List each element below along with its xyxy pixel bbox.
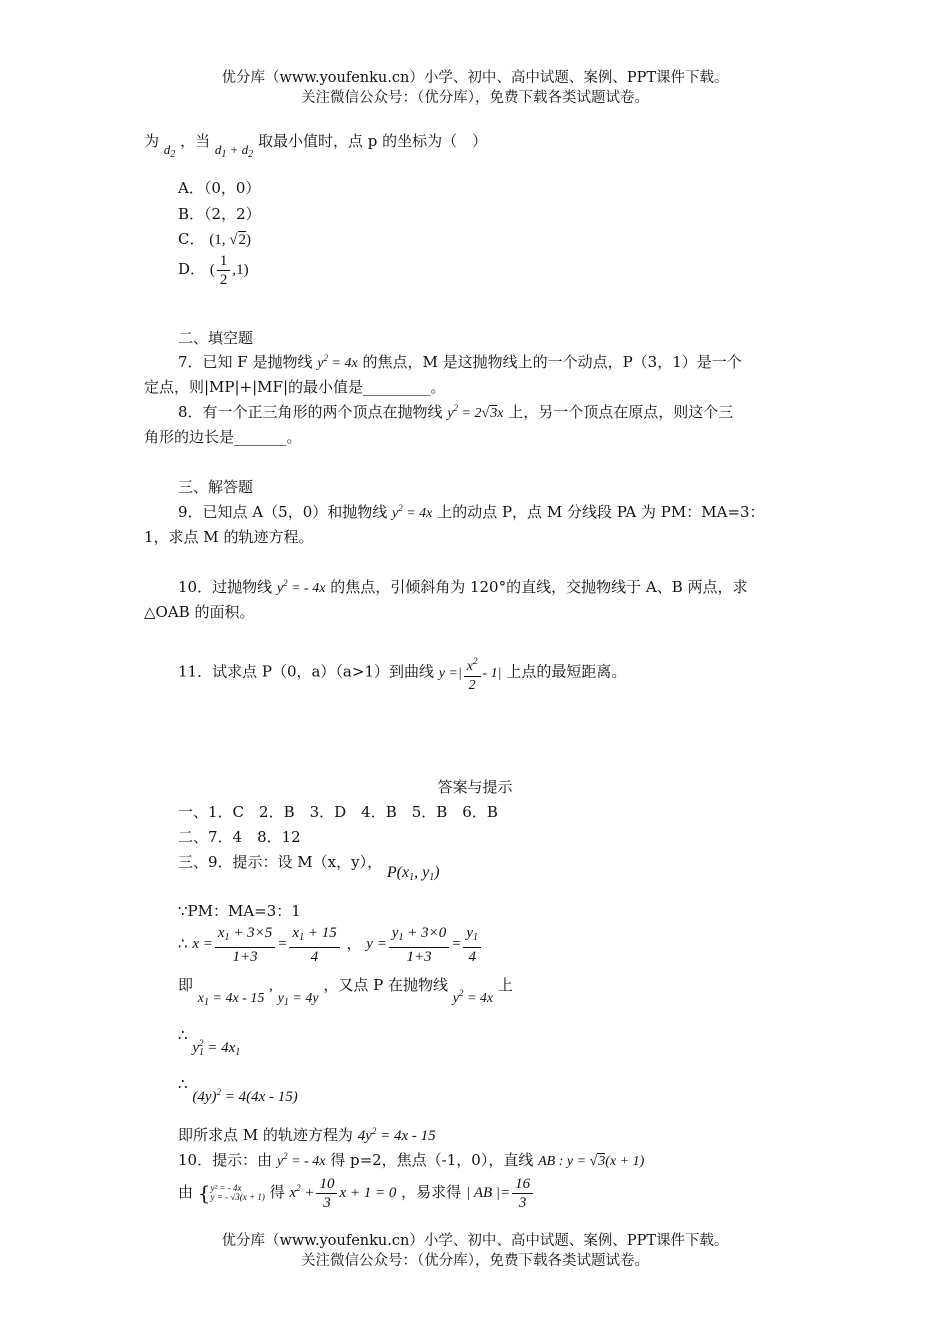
footer-line-1: 优分库（www.youfenku.cn）小学、初中、高中试题、案例、PPT课件下载。: [221, 1233, 729, 1249]
q6-text-3: 取最小值时，点 p 的坐标为（ ）: [257, 132, 488, 150]
q8-line-2: 角形的边长是_______。: [144, 428, 302, 446]
answers-math-p: $P(x_1$, $y_1$): [386, 864, 440, 883]
q9-line-2: 1，求点 M 的轨迹方程。: [144, 528, 314, 546]
q7-line-1: [178, 351, 742, 372]
answers-therefore-3: [178, 1075, 298, 1105]
q11-text-2: 上点的最短距离。: [506, 662, 627, 681]
q6-math-d1-plus-d2: $d_1 + d_2$: [214, 142, 254, 160]
answers-therefore-2: [178, 1026, 241, 1058]
answers-line-3-text: 三、9．提示：设 M（x，y），: [178, 853, 383, 871]
answers-math-y: y = $\frac{y_1 + 3\times 0}{1+3}$ = $\frac{y_1}{4}$: [366, 936, 483, 952]
answers-shang: 上: [497, 976, 513, 994]
answers-math-x1: $x_1 = 4x - 15$: [197, 991, 265, 1008]
footer-line-2: 关注微信公众号：（优分库），免费下载各类试题试卷。: [301, 1253, 649, 1269]
answers-result-prefix: 即所求点 M 的轨迹方程为: [178, 1126, 353, 1144]
q9-math-parabola: $y^2 = 4x$: [392, 503, 433, 521]
answers-q10-line-2: [178, 1175, 535, 1212]
answers-math-x: x = $\frac{x_1 + 3\times 5}{1+3}$ = $\frac{x_1 + 15}{4}$: [192, 936, 341, 952]
q10-math-parabola: $y^2$ = - 4x: [276, 578, 326, 596]
answers-q10-math-ab: | AB |= $\frac{16}{3}$: [466, 1185, 535, 1201]
answers-q10-easy: ，易求得: [401, 1182, 462, 1201]
answers-q10-text-2: 得 p=2，焦点（-1，0），直线: [330, 1151, 534, 1169]
answers-q10-line-1: [178, 1149, 644, 1170]
answers-q10-math-parabola: $y^2$ = - 4x: [276, 1151, 326, 1169]
q7-text-2: 的焦点，M 是这抛物线上的一个动点，P（3，1）是一个: [362, 353, 742, 371]
answers-ji: 即: [178, 976, 194, 994]
q6-text-1: 为: [144, 132, 160, 150]
answers-q10-text-1: 10．提示：由: [178, 1151, 273, 1169]
q10-line-2: △OAB 的面积。: [144, 603, 255, 621]
q6-option-d-math: ( $\frac{1}{2}$ ,1): [209, 253, 249, 288]
answers-q10-math-quadratic: $x^2$ + $\frac{10}{3}$ x + 1 = 0: [289, 1176, 397, 1211]
answers-line-2: 二、7．4 8．12: [178, 828, 301, 846]
q9-text-1: 9．已知点 A（5，0）和抛物线: [178, 503, 388, 521]
answers-math-substituted: $(4y)^2 = 4(4x - 15)$: [192, 1087, 298, 1105]
answers-title: 答案与提示: [437, 778, 513, 796]
header-line-2: 关注微信公众号：（优分库），免费下载各类试题试卷。: [301, 90, 649, 106]
q6-option-d-label: D．: [178, 259, 206, 278]
section-2-title: 二、填空题: [178, 329, 254, 347]
q6-stem: [144, 130, 487, 160]
answers-ji-line: 即 $x_1 = 4x - 15$ , $y_1 = 4y$ ，又点 P 在抛物线 $y^2 = 4x$ 上: [178, 976, 513, 1008]
q8-text-1: 8．有一个正三角形的两个顶点在抛物线: [178, 403, 443, 421]
answers-line-1: 一、1．C 2．B 3．D 4．B 5．B 6．B: [178, 803, 498, 821]
section-3-title: 三、解答题: [178, 478, 254, 496]
q11-math-curve: y =| $\frac{x^2}{2}$ - 1|: [439, 666, 502, 681]
answers-also-text: ，又点 P 在抛物线: [323, 976, 448, 994]
q7-math-parabola: $y^2 = 4x$: [317, 353, 358, 371]
answers-because: ∵PM：MA=3：1: [178, 902, 301, 920]
answers-comma: ，: [346, 934, 362, 953]
answers-q10-system: { y² = - 4x y = - √3(x + 1): [197, 1180, 265, 1205]
answers-line-3: [178, 851, 440, 883]
answers-therefore-symbol: ∴: [178, 934, 188, 953]
answers-q10-de: 得: [269, 1182, 285, 1201]
answers-q10-you: 由: [178, 1182, 194, 1201]
q9-line-1: [178, 501, 765, 522]
q6-option-d: [178, 252, 249, 289]
answers-math-result: $4y^2 = 4x - 15$: [357, 1126, 436, 1144]
q6-option-a: A．（0，0）: [178, 179, 261, 197]
q10-line-1: [178, 576, 748, 597]
answers-ratio-calc: [178, 924, 483, 966]
answers-math-y1: $y_1 = 4y$: [277, 991, 319, 1008]
q6-option-b: B．（2，2）: [178, 205, 261, 223]
q8-line-1: [178, 401, 733, 422]
q7-line-2: 定点，则|MP|+|MF|的最小值是_________。: [144, 378, 446, 396]
q6-text-2: ，当: [180, 132, 211, 150]
q10-text-2: 的焦点，引倾斜角为 120°的直线，交抛物线于 A、B 两点，求: [330, 578, 748, 596]
q6-math-d2: $d_2$: [163, 142, 176, 160]
q6-option-c: [178, 228, 251, 249]
q10-text-1: 10．过抛物线: [178, 578, 273, 596]
answers-therefore-symbol-2: ∴: [178, 1026, 188, 1044]
q11-line: [178, 652, 626, 695]
answers-math-y1-squared: $y_1^2 = 4x_1$: [192, 1038, 241, 1058]
answers-math-parabola: $y^2 = 4x$: [452, 988, 494, 1006]
q6-option-c-label: C．: [178, 230, 205, 248]
q6-option-c-math: (1, √2): [209, 232, 251, 248]
q9-text-2: 上的动点 P，点 M 分线段 PA 为 PM：MA=3：: [437, 503, 765, 521]
answers-therefore-symbol-3: ∴: [178, 1075, 188, 1093]
q11-text-1: 11．试求点 P（0，a）（a>1）到曲线: [178, 662, 434, 681]
q8-text-2: 上，另一个顶点在原点，则这个三: [508, 403, 734, 421]
q8-math-parabola: $y^2 = 2√3x$: [447, 403, 504, 421]
q7-text-1: 7．已知 F 是抛物线: [178, 353, 313, 371]
answers-result-line: [178, 1124, 436, 1145]
answers-q10-math-line: AB : y = √3(x + 1): [538, 1154, 645, 1169]
header-line-1: 优分库（www.youfenku.cn）小学、初中、高中试题、案例、PPT课件下载。: [221, 70, 729, 86]
